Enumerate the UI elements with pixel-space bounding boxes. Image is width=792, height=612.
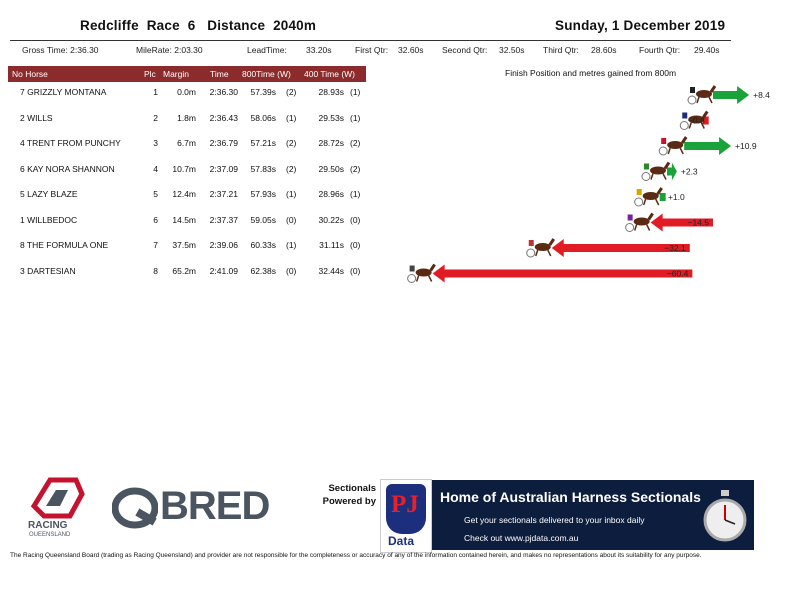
- gain-value-label: −0.8: [687, 115, 705, 126]
- race-time: 2:37.09: [209, 163, 238, 174]
- margin: 0.0m: [177, 87, 196, 97]
- banner-title: Home of Australian Harness Sectionals: [440, 489, 701, 505]
- gain-arrow: [713, 86, 749, 104]
- pj-data-text: Data: [388, 534, 415, 548]
- sectionals-powered-by: [318, 482, 376, 508]
- race-time: 2:36.79: [209, 138, 238, 148]
- wide-800: (0): [286, 214, 297, 225]
- table-row: [8, 240, 368, 254]
- place: 1: [153, 87, 158, 97]
- qbred-logo: [112, 486, 298, 530]
- chart-row: [635, 188, 685, 206]
- wide-400: (0): [350, 214, 361, 225]
- qbred-q-mark-icon: [112, 487, 158, 529]
- wide-800: (2): [286, 138, 297, 148]
- margin: 6.7m: [177, 138, 196, 148]
- time-400: 32.44s: [318, 265, 344, 276]
- margin: 65.2m: [172, 265, 196, 276]
- table-row: [8, 113, 368, 127]
- third-qtr: 28.60s: [591, 45, 617, 55]
- wide-400: (2): [350, 163, 361, 174]
- distance-label: Distance: [207, 18, 266, 33]
- race-stats: [22, 45, 742, 59]
- lead-time: 33.20s: [306, 45, 332, 55]
- table-row: [8, 215, 368, 229]
- race-time: 2:37.21: [209, 189, 238, 199]
- time-400: 29.50s: [318, 163, 344, 174]
- chart-row: [688, 86, 770, 104]
- mile-rate: MileRate: 2:03.30: [136, 45, 203, 55]
- pj-data-logo: [380, 479, 432, 553]
- time-400: 31.11s: [319, 240, 344, 250]
- table-row: [8, 138, 368, 152]
- wide-800: (1): [286, 240, 297, 250]
- margin: 37.5m: [172, 240, 196, 250]
- wide-400: (1): [350, 189, 361, 199]
- col-400time: 400 Time (W): [304, 69, 356, 79]
- wide-400: (1): [350, 112, 361, 123]
- time-800: 57.39s: [250, 87, 276, 97]
- disclaimer: The Racing Queensland Board (trading as Racing Queensland) and provider are not responsible for the completeness or accuracy of any of the information contained herein, and makes no representations about its suitability for any purpose.: [10, 552, 702, 559]
- chart-row: [659, 137, 757, 155]
- gain-arrow: [660, 193, 666, 201]
- harness-horse-icon: [626, 214, 653, 232]
- results-table-header: [8, 66, 366, 82]
- powered-by-label: Powered by: [322, 496, 376, 507]
- race-time: 2:39.06: [209, 240, 238, 250]
- second-qtr: 32.50s: [499, 45, 525, 55]
- time-400: 30.22s: [318, 214, 344, 225]
- third-qtr-label: Third Qtr:: [543, 45, 579, 55]
- wide-800: (2): [286, 163, 297, 174]
- time-400: 29.53s: [318, 112, 344, 123]
- place: 3: [153, 138, 158, 148]
- gain-value-label: +8.4: [753, 90, 770, 100]
- margin: 10.7m: [172, 163, 196, 174]
- banner-line-1: Get your sectionals delivered to your inbox daily: [464, 515, 645, 525]
- harness-horse-icon: [688, 86, 715, 104]
- gross-time: Gross Time: 2:36.30: [22, 45, 99, 55]
- bred-text: BRED: [160, 484, 270, 528]
- chart-row: [642, 163, 698, 181]
- margin: 14.5m: [172, 214, 196, 225]
- gain-value-label: +10.9: [735, 141, 757, 151]
- racing-text: RACING: [28, 520, 68, 531]
- horse-name: 4 TRENT FROM PUNCHY: [20, 138, 121, 148]
- second-qtr-label: Second Qtr:: [442, 45, 488, 55]
- wide-400: (0): [350, 265, 361, 276]
- race-time: 2:37.37: [209, 214, 238, 225]
- margin-gain-chart: [370, 80, 770, 300]
- chart-row: [680, 112, 708, 130]
- horse-name: 6 KAY NORA SHANNON: [20, 163, 115, 174]
- harness-horse-icon: [659, 137, 686, 155]
- gain-value-label: +1.0: [667, 192, 685, 202]
- time-800: 58.06s: [250, 112, 276, 123]
- sectionals-label: Sectionals: [328, 483, 376, 494]
- harness-horse-icon: [635, 188, 662, 206]
- table-row: [8, 266, 368, 280]
- place: 8: [153, 265, 158, 276]
- gain-value-label: +2.3: [680, 166, 698, 177]
- time-800: 57.83s: [250, 163, 276, 174]
- time-800: 57.21s: [250, 138, 276, 148]
- pj-letters: PJ: [391, 491, 419, 518]
- harness-horse-icon: [408, 265, 435, 283]
- first-qtr-label: First Qtr:: [355, 45, 389, 55]
- time-800: 57.93s: [250, 189, 276, 199]
- margin: 12.4m: [172, 189, 196, 199]
- wide-800: (1): [286, 112, 297, 123]
- fourth-qtr: 29.40s: [694, 45, 720, 55]
- racing-queensland-logo: [24, 476, 88, 536]
- table-row: [8, 87, 368, 101]
- gain-value-label: −32.1: [664, 243, 686, 253]
- time-400: 28.93s: [318, 87, 344, 97]
- horse-name: 5 LAZY BLAZE: [20, 189, 78, 199]
- banner-line-2: Check out www.pjdata.com.au: [464, 533, 579, 543]
- header-divider: [10, 40, 731, 41]
- wide-400: (1): [350, 87, 361, 97]
- col-horse: No Horse: [12, 69, 48, 79]
- table-row: [8, 189, 368, 203]
- time-800: 62.38s: [250, 265, 276, 276]
- place: 5: [153, 189, 158, 199]
- col-800time: 800Time (W): [242, 69, 291, 79]
- chart-row: [408, 265, 693, 283]
- time-400: 28.96s: [318, 189, 344, 199]
- wide-800: (0): [286, 265, 297, 276]
- col-time: Time: [210, 69, 229, 79]
- harness-horse-icon: [527, 239, 554, 257]
- loss-arrow: [433, 265, 693, 283]
- wide-400: (2): [350, 138, 361, 148]
- table-row: [8, 164, 368, 178]
- race-time: 2:41.09: [209, 265, 238, 276]
- place: 4: [153, 163, 158, 174]
- wide-400: (0): [350, 240, 361, 250]
- gain-arrow: [684, 137, 731, 155]
- pjdata-banner: [432, 480, 754, 550]
- gain-value-label: −14.5: [687, 217, 709, 228]
- lead-time-label: LeadTime:: [247, 45, 287, 55]
- race-label: Race: [146, 18, 180, 33]
- gain-value-label: −60.4: [666, 268, 689, 279]
- place: 6: [153, 214, 158, 225]
- col-margin: Margin: [163, 69, 189, 79]
- first-qtr: 32.60s: [398, 45, 424, 55]
- queensland-text: QUEENSLAND: [29, 532, 71, 536]
- place: 7: [153, 240, 158, 250]
- race-time: 2:36.43: [209, 112, 238, 123]
- chart-row: [527, 239, 690, 257]
- horse-name: 2 WILLS: [20, 112, 53, 123]
- horse-name: 8 THE FORMULA ONE: [20, 240, 109, 250]
- race-time: 2:36.30: [209, 87, 238, 97]
- race-number: 6: [187, 18, 196, 33]
- chart-row: [626, 214, 713, 232]
- horse-name: 3 DARTESIAN: [20, 265, 76, 276]
- fourth-qtr-label: Fourth Qtr:: [639, 45, 681, 55]
- race-date: Sunday, 1 December 2019: [555, 18, 726, 33]
- place: 2: [153, 112, 158, 123]
- race-title: [80, 18, 316, 33]
- distance-value: 2040m: [273, 18, 317, 33]
- margin: 1.8m: [177, 112, 196, 123]
- stopwatch-icon: [700, 488, 750, 544]
- col-plc: Plc: [144, 69, 156, 79]
- track-name: Redcliffe: [80, 18, 139, 33]
- chart-title: Finish Position and metres gained from 800m: [505, 68, 677, 78]
- horse-name: 7 GRIZZLY MONTANA: [20, 87, 107, 97]
- harness-horse-icon: [642, 163, 669, 181]
- time-400: 28.72s: [318, 138, 344, 148]
- wide-800: (2): [286, 87, 297, 97]
- wide-800: (1): [286, 189, 297, 199]
- horse-name: 1 WILLBEDOC: [20, 214, 78, 225]
- time-800: 59.05s: [250, 214, 276, 225]
- time-800: 60.33s: [250, 240, 276, 250]
